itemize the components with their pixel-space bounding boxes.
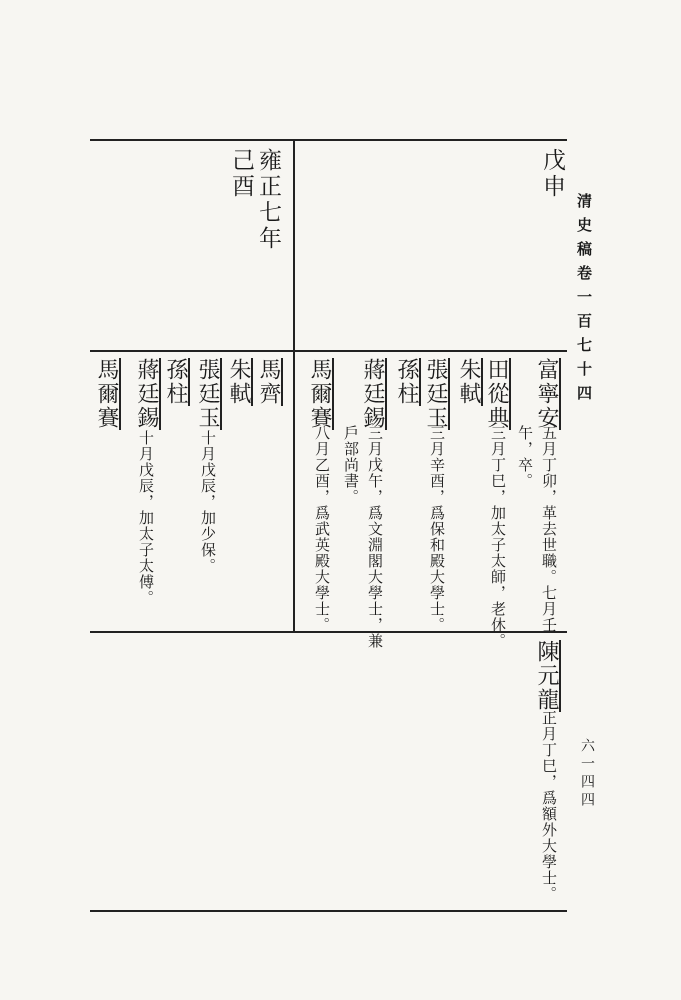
entry-note: 三月辛酉，爲保和殿大學士。: [428, 425, 446, 633]
entry-name-chen-yuanlong: 陳元龍: [534, 640, 559, 712]
entry-name-ma-ersai: 馬爾賽: [94, 358, 119, 430]
entry-name-sun-zhu: 孫柱: [163, 358, 188, 406]
entry-note: 三月丁巳，加太子太師，老休。: [489, 425, 507, 649]
entry-name-jiang-tingxi: 蔣廷錫: [134, 358, 159, 430]
page-number: 六一四四: [579, 738, 595, 810]
year-heading-yongzheng: 雍正七年: [255, 148, 281, 252]
column-divider: [293, 139, 295, 631]
entry-name-fu-ningan: 富寧安: [534, 358, 559, 430]
entry-note: 戶部尚書。: [342, 425, 360, 505]
entry-name-tian-congdian: 田從典: [484, 358, 509, 430]
entry-note: 十月戊辰，加太子太傅。: [137, 430, 155, 606]
entry-name-zhu-shi: 朱軾: [456, 358, 481, 406]
entry-note: 五月丁卯，革去世職。七月壬: [540, 425, 558, 633]
entry-name-jiang-tingxi: 蔣廷錫: [360, 358, 385, 430]
entry-name-zhu-shi: 朱軾: [226, 358, 251, 406]
entry-name-zhang-tingyu: 張廷玉: [423, 358, 448, 430]
top-rule: [90, 139, 567, 141]
entry-note: 正月丁巳，爲額外大學士。: [540, 710, 558, 902]
entry-note: 午，卒。: [516, 425, 534, 489]
entry-note: 十月戊辰，加少保。: [199, 430, 217, 574]
running-head: 清史稿卷一百七十四: [575, 193, 593, 409]
year-heading-jiyou: 己酉: [228, 148, 254, 200]
bottom-rule: [90, 910, 567, 912]
year-heading-wushen: 戊申: [539, 148, 565, 200]
entry-name-sun-zhu: 孫柱: [394, 358, 419, 406]
entry-note: 三月戊午，爲文淵閣大學士，兼: [366, 425, 384, 649]
entry-note: 八月乙酉，爲武英殿大學士。: [313, 425, 331, 633]
entry-name-ma-ersai: 馬爾賽: [307, 358, 332, 430]
middle-rule: [90, 350, 567, 352]
entry-name-ma-qi: 馬齊: [256, 358, 281, 406]
entry-name-zhang-tingyu: 張廷玉: [195, 358, 220, 430]
